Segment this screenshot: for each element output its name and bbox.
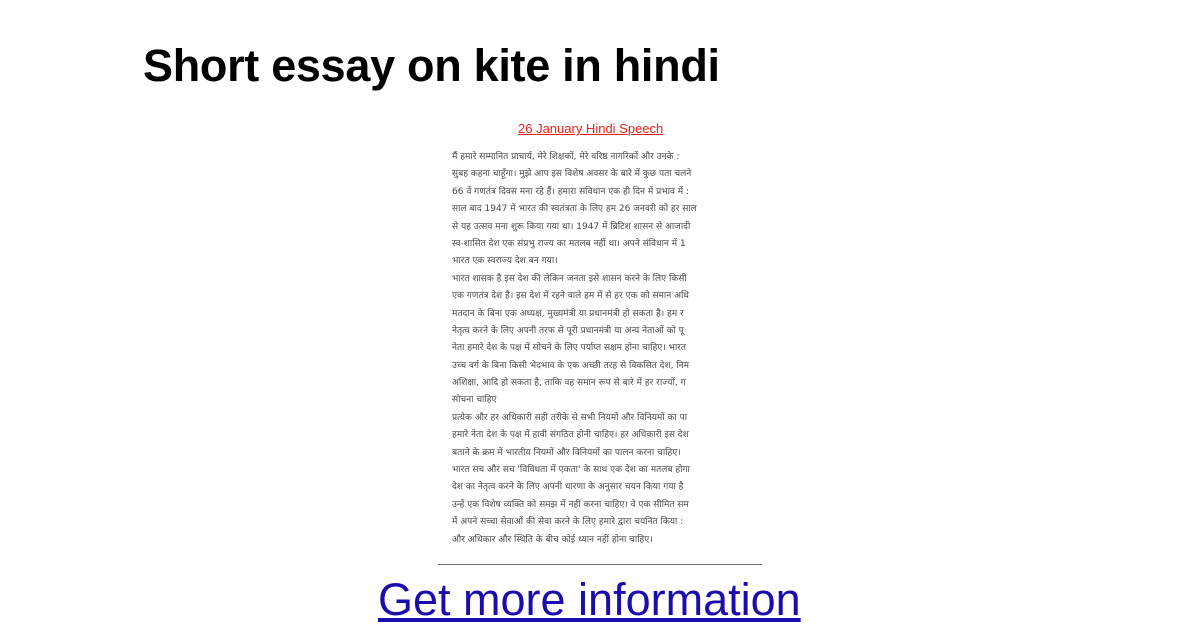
document-line: देश का नेतृत्व करने के लिए अपनी धारणा के अनुसार चयन किया गया है	[452, 482, 684, 493]
document-body-text	[452, 149, 762, 549]
document-line: सोचना चाहिए	[452, 395, 497, 406]
essay-document-image	[438, 112, 762, 567]
document-line: और अधिकार और स्थिति के बीच कोई ध्यान नहीं होना चाहिए।	[452, 534, 653, 545]
page-title: Short essay on kite in hindi	[143, 40, 720, 91]
document-line: भारत एक स्वराज्य देश बन गया।	[452, 256, 558, 267]
document-line: भारत शासक है इस देश की लेकिन जनता इसे शासन करने के लिए किसी	[452, 273, 687, 284]
document-line: से यह उत्सव मना शुरू किया गया था। 1947 में ब्रिटिश शासन से आजादी	[452, 221, 691, 232]
get-more-information-link[interactable]: Get more information	[378, 574, 801, 625]
document-line: स्व-शासित देश एक संप्रभु राज्य का मतलब नहीं था। अपने संविधान में 1	[452, 238, 686, 249]
document-line: 66 वें गणतंत्र दिवस मना रहे हैं। हमारा संविधान एक ही दिन में प्रभाव में :	[452, 186, 690, 197]
document-line: उच्च वर्ग के बिना किसी भेदभाव के एक अच्छी तरह से विकसित देश, निम	[452, 360, 690, 371]
document-line: हमारे नेता देश के पक्ष में हावी संगठित होनी चाहिए। हर अधिकारी इस देश	[452, 430, 689, 441]
document-line: उन्हें एक विशेष व्यक्ति को समझ में नहीं करना चाहिए। वे एक सीमित सम	[452, 499, 689, 510]
document-heading: 26 January Hindi Speech	[518, 121, 664, 136]
document-line: नेतृत्व करने के लिए अपनी तरफ से पूरी प्रधानमंत्री या अन्य नेताओं को पू	[452, 325, 684, 336]
document-line: साल बाद 1947 में भारत की स्वतंत्रता के लिए हम 26 जनवरी को हर साल	[452, 204, 697, 215]
document-line: बताने के क्रम में भारतीय नियमों और विनियमों का पालन करना चाहिए।	[452, 447, 681, 458]
document-line: प्रत्येक और हर अधिकारी सही तरीके से सभी नियमों और विनियमों का पा	[452, 412, 688, 423]
document-line: भारत सच और सच 'विविधता में एकता' के साथ एक देश का मतलब होगा	[452, 465, 690, 476]
document-line: अशिक्षा, आदि हो सकता है, ताकि वह समान रूप से बारे में हर राज्यों, ग	[452, 378, 686, 389]
document-bottom-rule	[438, 564, 762, 565]
document-line: में अपने सच्चा सेवाओं की सेवा करने के लिए हमारे द्वारा चयनित किया :	[452, 517, 684, 528]
document-line: सुबह कहना चाहूँगा। मुझे आप इस विशेष अवसर के बारे में कुछ पता चलने	[452, 169, 692, 180]
document-line: मतदान के बिना एक अध्यक्ष, मुख्यमंत्री या प्रधानमंत्री हो सकता है। हम र	[452, 308, 684, 319]
document-line: एक गणतंत्र देश है। इस देश में रहने वाले हम में से हर एक को समान अधि	[452, 291, 689, 302]
document-line: नेता हमारे देश के पक्ष में सोचने के लिए पर्याप्त सक्षम होना चाहिए। भारत	[452, 343, 686, 354]
document-line: मैं हमारे सम्मानित प्राचार्य, मेरे शिक्षकों, मेरे वरिष्ठ नागरिकों और उनके :	[452, 152, 680, 162]
